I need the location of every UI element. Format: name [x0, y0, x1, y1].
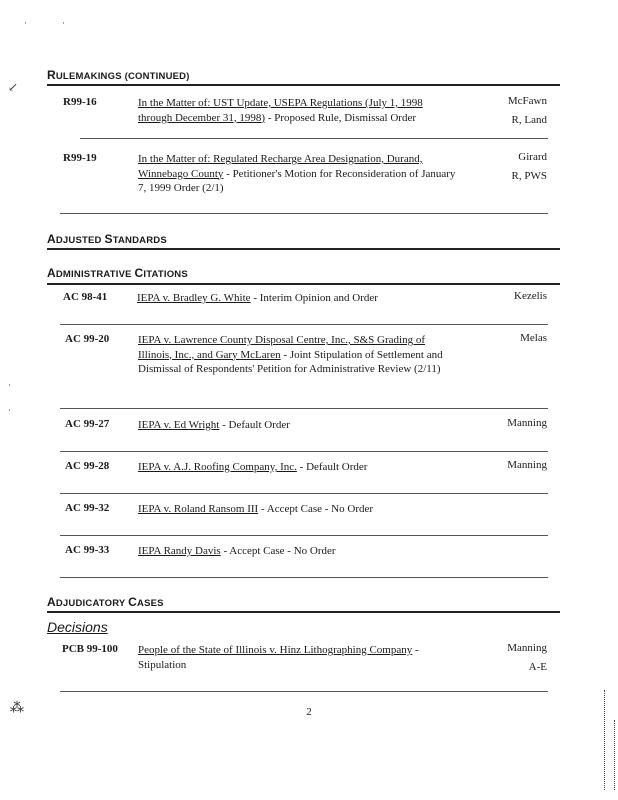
scan-speck: ·: [8, 405, 11, 415]
case-description: IEPA Randy Davis - Accept Case - No Order: [138, 545, 336, 557]
case-description: IEPA v. Ed Wright - Default Order: [138, 419, 290, 431]
case-description: In the Matter of: Regulated Recharge Area Designation, Durand, Winnebago County - Petitioner's Motion for Reconsideration of January 7, 1999 Order (2/1): [138, 153, 456, 194]
case-number: AC 99-28: [65, 460, 110, 472]
row-divider: [60, 324, 548, 325]
case-title-link[interactable]: IEPA v. Ed Wright: [138, 419, 220, 431]
row-divider: [60, 535, 548, 536]
section-heading-administrative-citations: ADMINISTRATIVE CITATIONS: [47, 266, 188, 280]
assignee: Kezelis: [514, 290, 547, 302]
scan-blot: ⁂: [10, 701, 24, 716]
section-heading-adjusted-standards: ADJUSTED STANDARDS: [47, 232, 167, 246]
section-rule: [47, 84, 560, 86]
case-description: In the Matter of: UST Update, USEPA Regulations (July 1, 1998 through December 31, 1998) - Proposed Rule, Dismissal Order: [138, 97, 423, 124]
section-rule: [47, 611, 560, 613]
scan-mark: ↙: [8, 80, 19, 94]
case-title-link[interactable]: People of the State of Illinois v. Hinz Lithographing Company: [138, 644, 413, 656]
case-title-link[interactable]: IEPA v. A.J. Roofing Company, Inc.: [138, 461, 297, 473]
case-number: AC 99-27: [65, 418, 110, 430]
subheading-decisions: Decisions: [47, 619, 108, 635]
case-title-link[interactable]: IEPA Randy Davis: [138, 545, 221, 557]
case-description: IEPA v. Lawrence County Disposal Centre, Inc., S&S Grading of Illinois, Inc., and Gary McLaren - Joint Stipulation of Settlement and Dismissal of Respondents' Petition for Administrative Review (2/11): [138, 334, 443, 375]
assignee: McFawn R, Land: [507, 95, 547, 126]
case-number: AC 99-32: [65, 502, 110, 514]
case-title-link[interactable]: In the Matter of: Regulated Recharge Area Designation, Durand, Winnebago County: [138, 153, 423, 180]
case-description: People of the State of Illinois v. Hinz Lithographing Company - Stipulation: [138, 644, 419, 671]
scan-speck: ·: [62, 18, 65, 28]
page-number: 2: [306, 706, 312, 718]
case-number: AC 99-33: [65, 544, 110, 556]
row-divider: [60, 451, 548, 452]
scan-edge-line: [614, 720, 615, 790]
case-description: IEPA v. Bradley G. White - Interim Opinion and Order: [137, 292, 378, 304]
case-title-link[interactable]: IEPA v. Lawrence County Disposal Centre, Inc., S&S Grading of Illinois, Inc., and Gary McLaren: [138, 334, 425, 361]
assignee: Manning A-E: [507, 642, 547, 673]
row-divider: [60, 577, 548, 578]
row-divider: [60, 213, 548, 214]
scan-speck: ·: [24, 18, 27, 28]
case-number: R99-19: [63, 152, 97, 164]
section-rule: [47, 283, 560, 285]
section-heading-adjudicatory-cases: ADJUDICATORY CASES: [47, 595, 164, 609]
case-description: IEPA v. A.J. Roofing Company, Inc. - Default Order: [138, 461, 368, 473]
case-number: R99-16: [63, 96, 97, 108]
scan-edge-line: [604, 690, 605, 790]
scan-speck: ·: [8, 380, 11, 390]
row-divider: [60, 408, 548, 409]
row-divider: [60, 691, 548, 692]
case-title-link[interactable]: IEPA v. Bradley G. White: [137, 292, 251, 304]
case-number: AC 98-41: [63, 291, 108, 303]
section-heading-rulemakings: RULEMAKINGS (CONTINUED): [47, 68, 190, 82]
case-description: IEPA v. Roland Ransom III - Accept Case - No Order: [138, 503, 374, 515]
assignee: Melas: [520, 332, 547, 344]
row-divider: [80, 138, 548, 139]
case-number: PCB 99-100: [62, 643, 118, 655]
case-title-link[interactable]: IEPA v. Roland Ransom III: [138, 503, 259, 515]
row-divider: [60, 493, 548, 494]
assignee: Girard R, PWS: [511, 151, 547, 182]
case-number: AC 99-20: [65, 333, 110, 345]
section-rule: [47, 248, 560, 250]
assignee: Manning: [507, 417, 547, 429]
assignee: Manning: [507, 459, 547, 471]
case-title-link[interactable]: In the Matter of: UST Update, USEPA Regulations (July 1, 1998 through December 31, 1998): [138, 97, 423, 124]
